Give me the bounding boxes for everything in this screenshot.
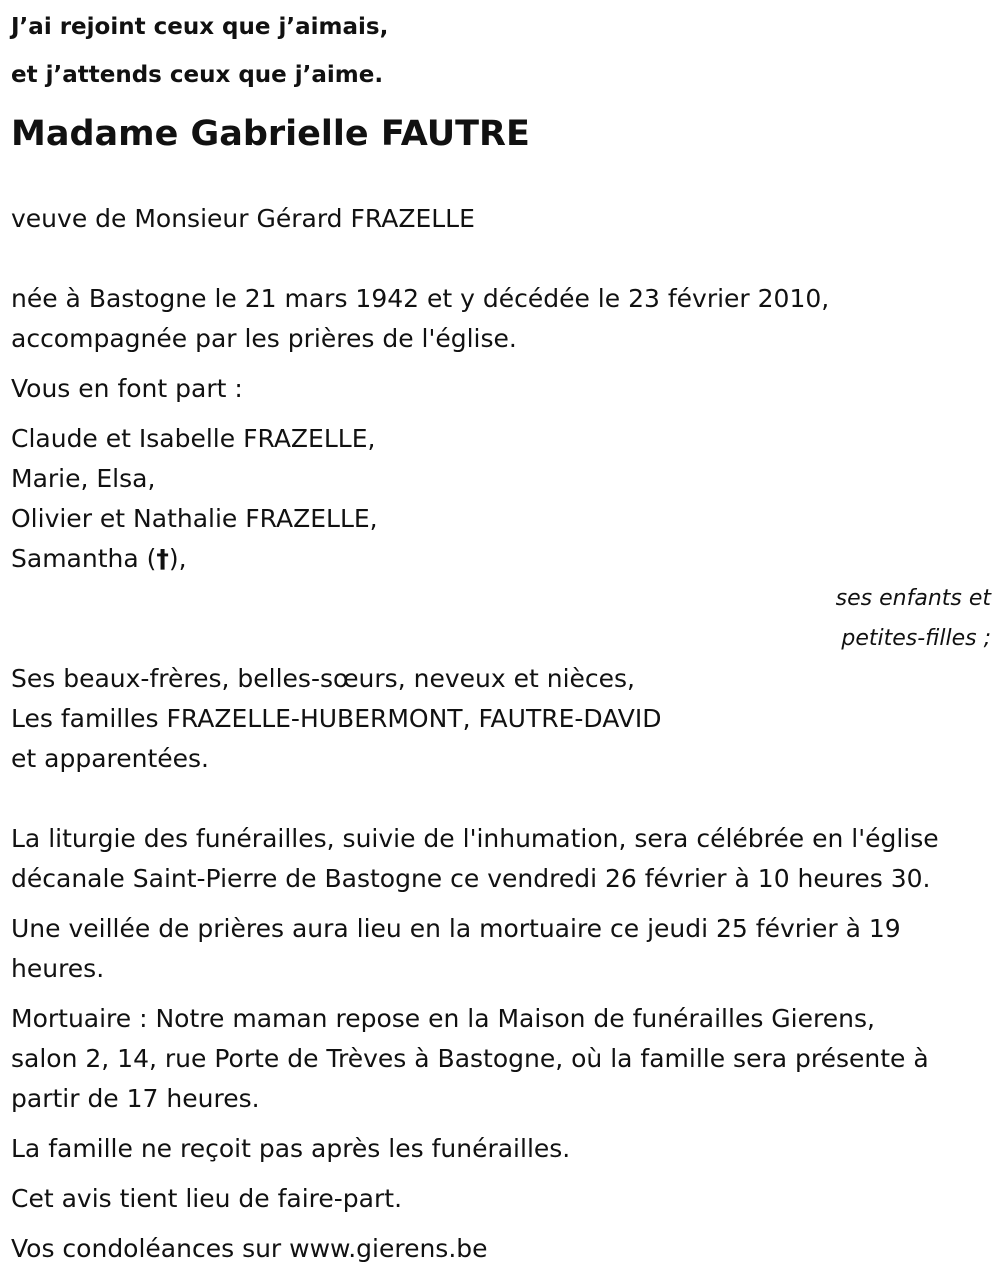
vigil-line-1: Une veillée de prières aura lieu en la mortuaire ce jeudi 25 février à 19 <box>11 914 901 943</box>
samantha-close: ), <box>168 544 187 573</box>
notice-line: Cet avis tient lieu de faire-part. <box>11 1184 403 1213</box>
deceased-name: Madame Gabrielle FAUTRE <box>11 114 530 154</box>
family-role-line-2: petites-filles ; <box>841 626 991 651</box>
liturgy-line-1: La liturgie des funérailles, suivie de l'inhumation, sera célébrée en l'église <box>11 824 939 853</box>
birth-death-line-1: née à Bastogne le 21 mars 1942 et y décédée le 23 février 2010, <box>11 284 830 313</box>
mortuary-line-2: salon 2, 14, rue Porte de Trèves à Bastogne, où la famille sera présente à <box>11 1044 929 1073</box>
family-member: Claude et Isabelle FRAZELLE, <box>11 424 376 453</box>
no-reception-line: La famille ne reçoit pas après les funérailles. <box>11 1134 571 1163</box>
family-member: Olivier et Nathalie FRAZELLE, <box>11 504 378 533</box>
quote-line-1: J’ai rejoint ceux que j’aimais, <box>11 14 389 40</box>
birth-death-line-2: accompagnée par les prières de l'église. <box>11 324 517 353</box>
quote-line-2: et j’attends ceux que j’aime. <box>11 62 384 88</box>
family-role-line-1: ses enfants et <box>835 586 991 611</box>
obituary-notice <box>11 0 991 1269</box>
liturgy-line-2: décanale Saint-Pierre de Bastogne ce vendredi 26 février à 10 heures 30. <box>11 864 931 893</box>
family-member: Marie, Elsa, <box>11 464 156 493</box>
relatives-line: Les familles FRAZELLE-HUBERMONT, FAUTRE-DAVID <box>11 704 662 733</box>
relatives-line: Ses beaux-frères, belles-sœurs, neveux et nièces, <box>11 664 635 693</box>
mortuary-line-1: Mortuaire : Notre maman repose en la Maison de funérailles Gierens, <box>11 1004 875 1033</box>
mortuary-line-3: partir de 17 heures. <box>11 1084 260 1113</box>
family-member-samantha <box>11 539 991 579</box>
samantha-name: Samantha ( <box>11 544 157 573</box>
widow-of-line: veuve de Monsieur Gérard FRAZELLE <box>11 204 475 233</box>
vigil-line-2: heures. <box>11 954 105 983</box>
cross-icon: † <box>156 544 169 573</box>
family-intro: Vous en font part : <box>11 374 243 403</box>
condolences-line: Vos condoléances sur www.gierens.be <box>11 1234 488 1263</box>
relatives-line: et apparentées. <box>11 744 209 773</box>
